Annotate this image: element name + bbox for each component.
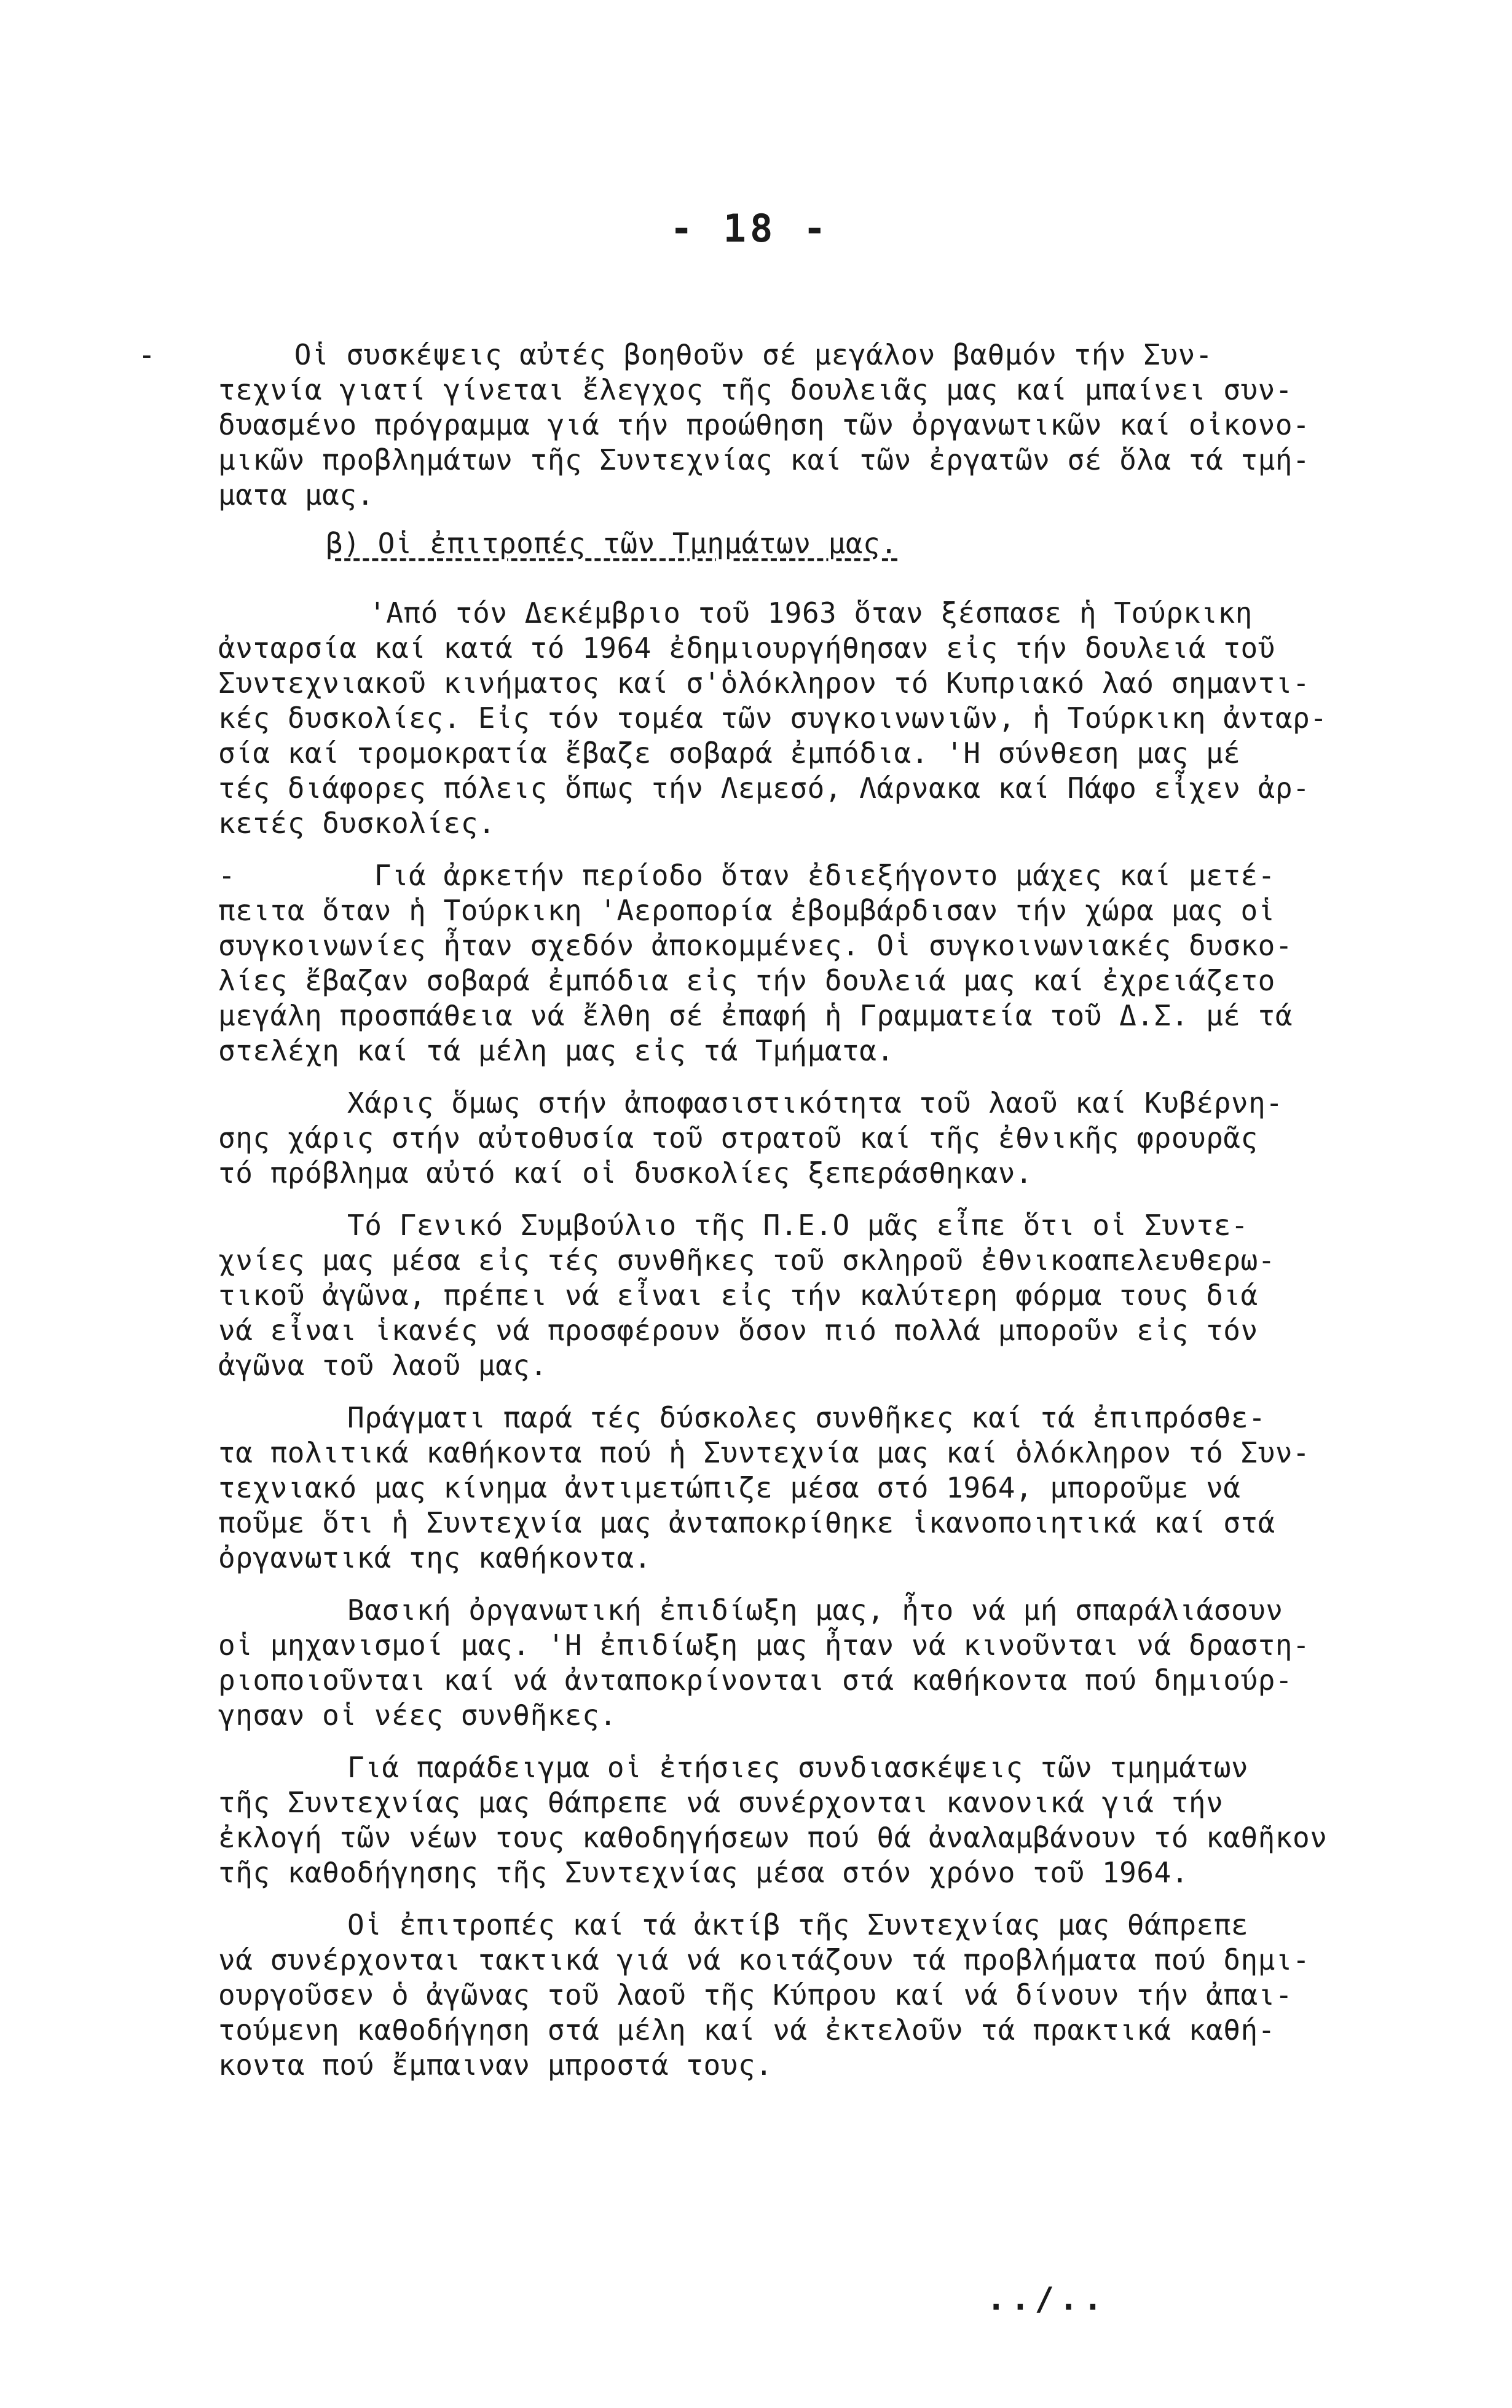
text-line: Γιά παράδειγμα οἱ ἐτήσιες συνδιασκέψεις τῶν τμημάτων (347, 1751, 1249, 1784)
text-line: τεχνία γιατί γίνεται ἔλεγχος τῆς δουλειᾶς μας καί μπαίνει συν- (218, 373, 1293, 406)
text-line: μεγάλη προσπάθεια νά ἔλθη σέ ἐπαφή ἡ Γραμματεία τοῦ Δ.Σ. μέ τά (218, 999, 1293, 1032)
text-line: ἀνταρσία καί κατά τό 1964 ἐδημιουργήθησαν εἰς τήν δουλειά τοῦ (218, 631, 1275, 665)
text-line: Τό Γενικό Συμβούλιο τῆς Π.Ε.Ο μᾶς εἶπε ὅτι οἱ Συντε- (347, 1209, 1249, 1242)
text-line: πειτα ὅταν ἡ Τούρκικη 'Αεροπορία ἐβομβάρδισαν τήν χώρα μας οἱ (218, 894, 1275, 927)
text-line: 'Από τόν Δεκέμβριο τοῦ 1963 ὅταν ξέσπασε ἡ Τούρκικη (369, 596, 1253, 630)
text-line: ποῦμε ὅτι ἡ Συντεχνία μας ἀνταποκρίθηκε ἱκανοποιητικά καί στά (218, 1506, 1275, 1539)
text-line: ριοποιοῦνται καί νά ἀνταποκρίνονται στά καθήκοντα πού δημιούρ- (218, 1664, 1293, 1697)
text-line: οἱ μηχανισμοί μας. 'Η ἐπιδίωξη μας ἦταν νά κινοῦνται νά δραστη- (218, 1628, 1310, 1662)
text-line: τῆς Συντεχνίας μας θάπρεπε νά συνέρχονται κανονικά γιά τήν (218, 1786, 1224, 1819)
text-line: ἀγῶνα τοῦ λαοῦ μας. (218, 1349, 548, 1382)
text-line: τῆς καθοδήγησης τῆς Συντεχνίας μέσα στόν χρόνο τοῦ 1964. (218, 1856, 1189, 1889)
text-line: νά εἶναι ἱκανές νά προσφέρουν ὅσον πιό πολλά μποροῦν εἰς τόν (218, 1314, 1258, 1347)
text-line: τα πολιτικά καθήκοντα πού ἡ Συντεχνία μας καί ὁλόκληρον τό Συν- (218, 1436, 1310, 1469)
text-line: β) Οἱ ἐπιτροπές τῶν Τμημάτων μας. (326, 527, 898, 560)
text-line: ἐκλογή τῶν νέων τους καθοδηγήσεων πού θά ἀναλαμβάνουν τό καθῆκον (218, 1821, 1328, 1854)
text-line: σης χάρις στήν αὐτοθυσία τοῦ στρατοῦ καί τῆς ἐθνικῆς φρουρᾶς (218, 1121, 1258, 1155)
text-line: σία καί τρομοκρατία ἔβαζε σοβαρά ἐμπόδια. 'Η σύνθεση μας μέ (218, 736, 1241, 770)
text-line: Χάρις ὅμως στήν ἀποφασιστικότητα τοῦ λαοῦ καί Κυβέρνη- (347, 1086, 1283, 1119)
page-number: - 18 - (670, 206, 830, 251)
text-line: νά συνέρχονται τακτικά γιά νά κοιτάζουν τά προβλήματα πού δημι- (218, 1943, 1310, 1976)
text-line: χνίες μας μέσα εἰς τές συνθῆκες τοῦ σκληροῦ ἐθνικοαπελευθερω- (218, 1244, 1275, 1277)
text-line: γησαν οἱ νέες συνθῆκες. (218, 1699, 617, 1732)
text-line: Βασική ὀργανωτική ἐπιδίωξη μας, ἦτο νά μή σπαράλιάσουν (347, 1593, 1283, 1627)
text-line: ὀργανωτικά της καθήκοντα. (218, 1541, 652, 1574)
text-line: τό πρόβλημα αὐτό καί οἱ δυσκολίες ξεπεράσθηκαν. (218, 1156, 1033, 1190)
text-line: λίες ἔβαζαν σοβαρά ἐμπόδια εἰς τήν δουλειά μας καί ἐχρειάζετο (218, 964, 1275, 997)
text-line: κοντα πού ἔμπαιναν μπροστά τους. (218, 2048, 773, 2082)
text-line: στελέχη καί τά μέλη μας εἰς τά Τμήματα. (218, 1034, 894, 1067)
text-line: ουργοῦσεν ὁ ἀγῶνας τοῦ λαοῦ τῆς Κύπρου καί νά δίνουν τήν ἀπαι- (218, 1978, 1293, 2011)
text-line: τές διάφορες πόλεις ὅπως τήν Λεμεσό, Λάρνακα καί Πάφο εἶχεν ἀρ- (218, 772, 1310, 805)
text-line: τικοῦ ἀγῶνα, πρέπει νά εἶναι εἰς τήν καλύτερη φόρμα τους διά (218, 1279, 1258, 1312)
continuation-mark: ../.. (986, 2281, 1108, 2318)
text-line: Πράγματι παρά τές δύσκολες συνθῆκες καί τά ἐπιπρόσθε- (347, 1401, 1266, 1434)
text-line: τούμενη καθοδήγηση στά μέλη καί νά ἐκτελοῦν τά πρακτικά καθή- (218, 2013, 1275, 2047)
text-line: συγκοινωνίες ἦταν σχεδόν ἀποκομμένες. Οἱ συγκοινωνιακές δυσκο- (218, 929, 1293, 962)
text-line: ματα μας. (218, 478, 374, 511)
text-line: Συντεχνιακοῦ κινήματος καί σ'ὁλόκληρον τό Κυπριακό λαό σημαντι- (218, 666, 1310, 700)
text-line: - Οἱ συσκέψεις αὐτές βοηθοῦν σέ μεγάλον βαθμόν τήν Συν- (138, 338, 1213, 371)
text-line: Οἱ ἐπιτροπές καί τά ἀκτίβ τῆς Συντεχνίας μας θάπρεπε (347, 1908, 1249, 1941)
text-line: μικῶν προβλημάτων τῆς Συντεχνίας καί τῶν ἐργατῶν σέ ὅλα τά τμή- (218, 443, 1310, 476)
text-line: κές δυσκολίες. Εἰς τόν τομέα τῶν συγκοινωνιῶν, ἡ Τούρκικη ἀνταρ- (218, 701, 1328, 735)
text-line: κετές δυσκολίες. (218, 807, 496, 840)
text-line: δυασμένο πρόγραμμα γιά τήν προώθηση τῶν ὀργανωτικῶν καί οἰκονο- (218, 408, 1310, 441)
text-line: - Γιά ἀρκετήν περίοδο ὅταν ἐδιεξήγοντο μάχες καί μετέ- (218, 859, 1275, 892)
text-line: τεχνιακό μας κίνημα ἀντιμετώπιζε μέσα στό 1964, μποροῦμε νά (218, 1471, 1241, 1504)
